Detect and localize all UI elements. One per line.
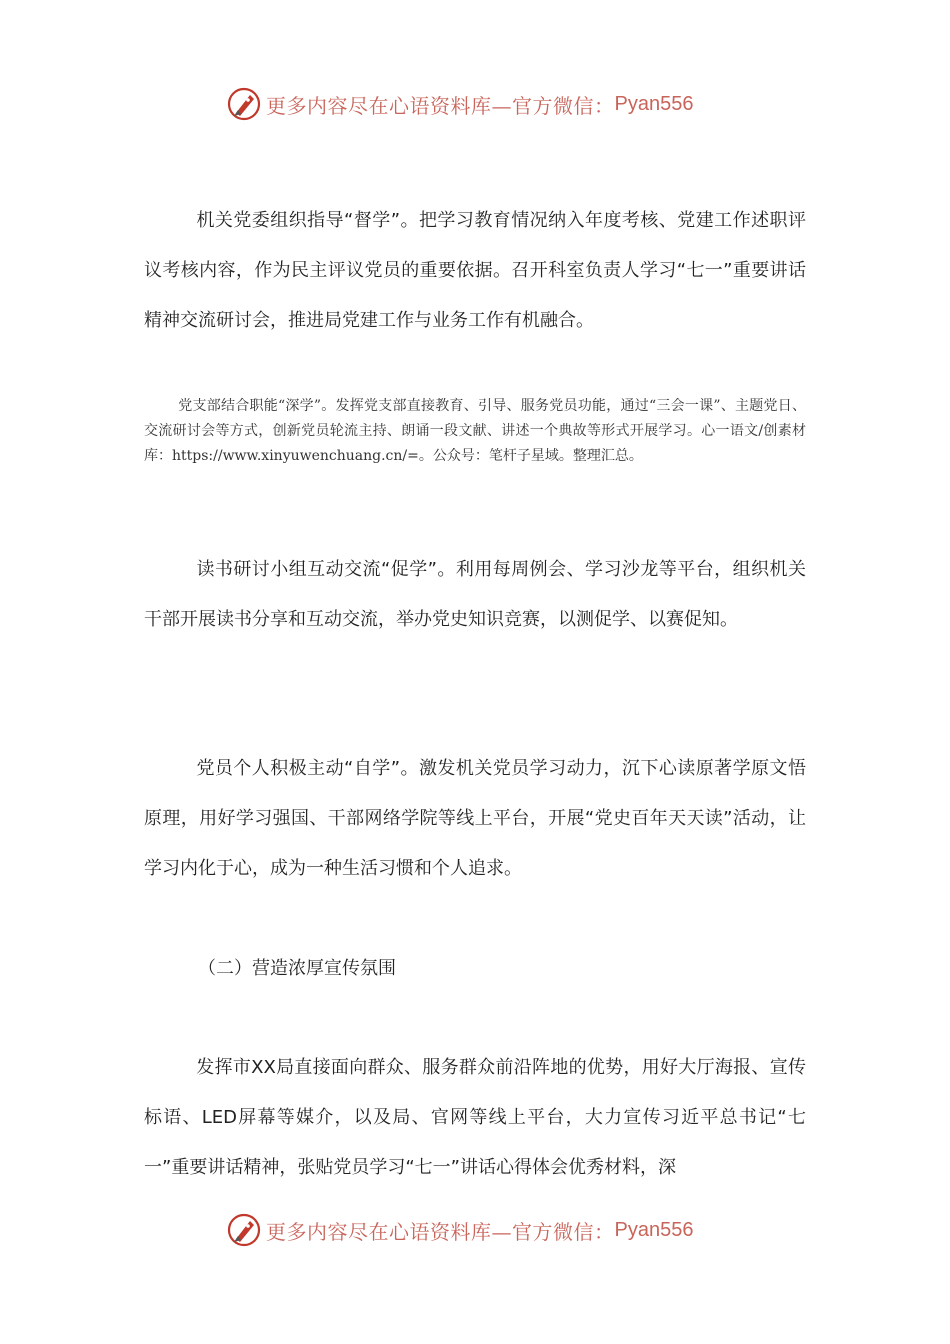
section-heading: （二）营造浓厚宣传氛围: [198, 958, 396, 979]
paragraph-deep-study: [144, 394, 806, 469]
header-banner-wechat-id: Pyan556: [614, 92, 694, 115]
paragraph-text: 党员个人积极主动“自学”。激发机关党员学习动力，沉下心读原著学原文悟原理，用好学习强国、干部网络学院等线上平台，开展“党史百年天天读”活动，让学习内化于心，成为一种生活习惯和个人追求。: [144, 758, 806, 879]
paragraph-self-study: [144, 744, 806, 894]
paragraph-supervise-study: [144, 196, 806, 346]
footer-banner-text: 更多内容尽在心语资料库—官方微信：: [266, 1219, 615, 1244]
paragraph-promote-study: [144, 545, 806, 645]
paragraph-text: 读书研讨小组互动交流“促学”。利用每周例会、学习沙龙等平台，组织机关干部开展读书分享和互动交流，举办党史知识竞赛，以测促学、以赛促知。: [144, 559, 806, 630]
footer-banner: [226, 1210, 693, 1250]
paragraph-text: 机关党委组织指导“督学”。把学习教育情况纳入年度考核、党建工作述职评议考核内容，作为民主评议党员的重要依据。召开科室负责人学习“七一”重要讲话精神交流研讨会，推进局党建工作与业务工作有机融合。: [144, 210, 806, 331]
paragraph-text: 发挥市XX局直接面向群众、服务群众前沿阵地的优势，用好大厅海报、宣传标语、LED屏幕等媒介，以及局、官网等线上平台，大力宣传习近平总书记“七一”重要讲话精神，张贴党员学习“七一”讲话心得体会优秀材料，深: [144, 1057, 806, 1178]
pen-nib-logo-icon: [226, 1212, 262, 1248]
pen-nib-logo-icon: [226, 86, 262, 122]
paragraph-text: 党支部结合职能“深学”。发挥党支部直接教育、引导、服务党员功能，通过“三会一课”、主题党日、交流研讨会等方式，创新党员轮流主持、朗诵一段文献、讲述一个典故等形式开展学习。心一语文/创素材库：https://www.xinyuwenchuang.cn/=。公众号：笔杆子星域。整理汇总。: [144, 398, 806, 464]
header-banner: [226, 84, 693, 124]
footer-banner-wechat-id: Pyan556: [614, 1218, 694, 1241]
header-banner-text: 更多内容尽在心语资料库—官方微信：: [266, 93, 615, 118]
paragraph-publicity: [144, 1043, 806, 1193]
